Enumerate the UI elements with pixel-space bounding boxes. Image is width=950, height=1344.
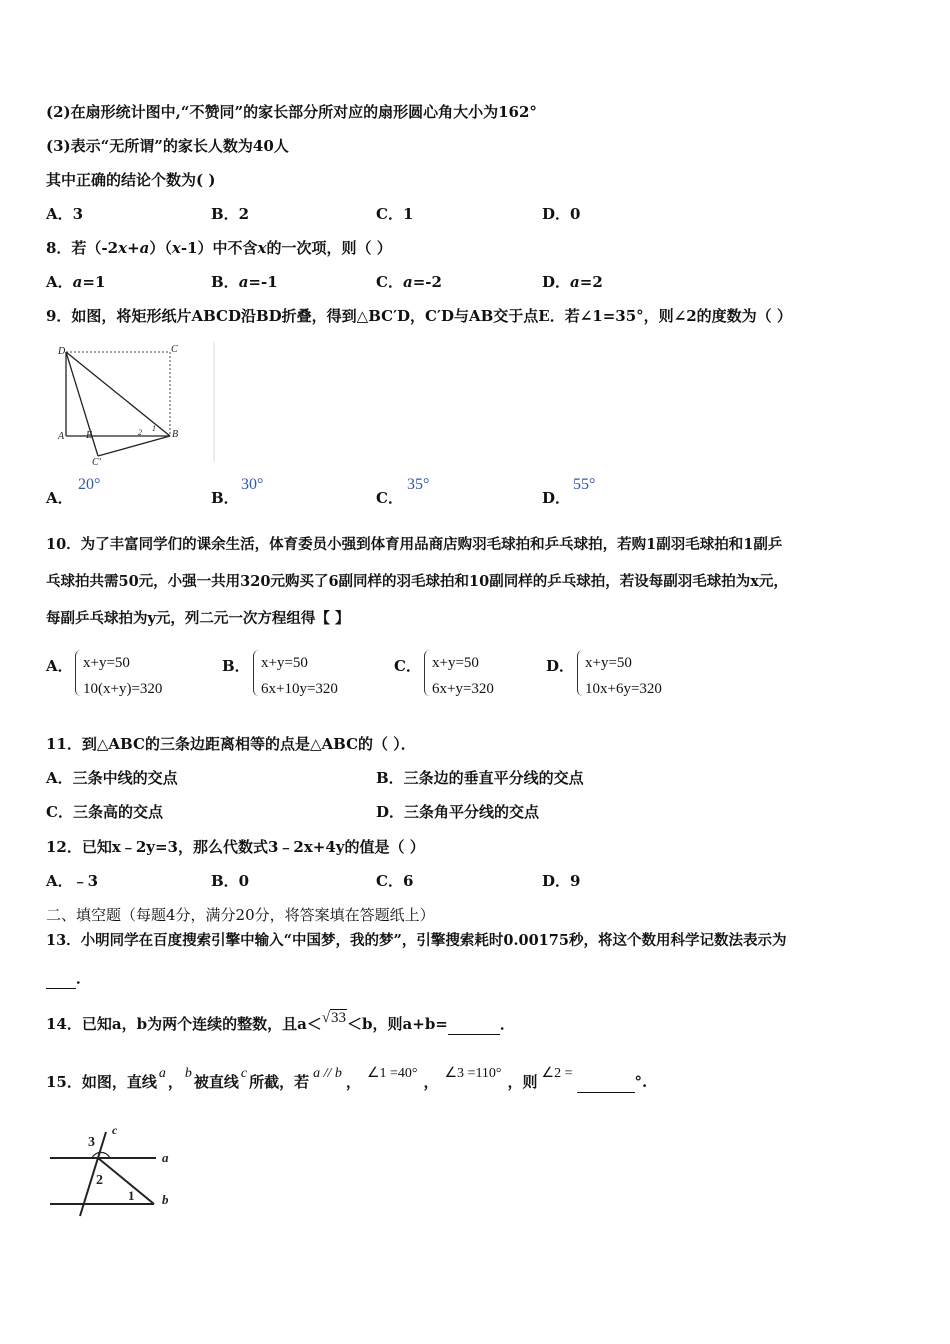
q8-option-d-label: D．: [542, 273, 571, 291]
q9-option-d-value: 55°: [573, 476, 596, 493]
question-8: [46, 238, 392, 258]
q8-var-a: a: [139, 239, 150, 257]
q10-option-a[interactable]: A．: [46, 657, 73, 675]
q15-parallel: a // b: [313, 1066, 342, 1081]
q8-paren: ）（: [149, 239, 172, 257]
q9-option-b-value: 30°: [241, 476, 264, 493]
q11-option-a[interactable]: A．三条中线的交点: [46, 769, 178, 787]
q10-option-a-eq2: 10(x+y)=320: [83, 681, 163, 697]
q8-option-b-val: =-1: [248, 273, 278, 291]
q15-end: °.: [634, 1073, 648, 1091]
q10-option-a-eq1: x+y=50: [83, 655, 130, 671]
q8-text-post: -1）中不含: [180, 239, 258, 257]
q15-label-a: a: [162, 1150, 169, 1165]
q9-option-c[interactable]: C．: [376, 489, 403, 507]
q11-option-c[interactable]: C．三条高的交点: [46, 803, 163, 821]
q8-option-a-var: a: [72, 273, 83, 291]
q8-var-x3: x: [257, 239, 267, 257]
q8-option-a[interactable]: [46, 272, 105, 292]
q15-answer-blank[interactable]: [577, 1072, 635, 1093]
q9-option-a[interactable]: A．: [46, 489, 73, 507]
q10-option-d[interactable]: D．: [546, 657, 575, 675]
q15-sep-3: ，: [423, 1073, 439, 1091]
section-2-heading: 二、填空题（每题4分，满分20分，将答案填在答题纸上）: [46, 906, 435, 924]
question-10-line-2: 乓球拍共需50元，小强一共用320元购买了6副同样的羽毛球拍和10副同样的乒乓球拍，若设每副羽毛球拍为x元，: [46, 573, 788, 590]
q8-option-c-var: a: [402, 273, 413, 291]
q15-transversal: [98, 1158, 154, 1204]
q8-option-a-label: A．: [46, 273, 73, 291]
q14-answer-blank[interactable]: [448, 1014, 500, 1035]
q9-label-c: C: [171, 344, 178, 355]
q12-option-c[interactable]: C．6: [376, 872, 414, 890]
q8-var-x1: x: [118, 239, 128, 257]
question-10-line-3: 每副乒乓球拍为y元，列二元一次方程组得【 】: [46, 610, 350, 627]
q7-option-b[interactable]: B．2: [211, 205, 250, 223]
q9-rectangle-fold-figure: [54, 338, 220, 466]
q11-option-b[interactable]: B．三条边的垂直平分线的交点: [376, 769, 584, 787]
q7-option-c[interactable]: C．1: [376, 205, 414, 223]
q10-option-b-eq1: x+y=50: [261, 655, 308, 671]
q10-option-b-eq2: 6x+10y=320: [261, 681, 338, 697]
q8-text-pre: 8．若（-2: [46, 239, 119, 257]
q10-option-c-eq1: x+y=50: [432, 655, 479, 671]
q9-label-angle1: 1: [152, 424, 156, 433]
q13-end: ．: [76, 969, 92, 987]
q9-label-b: B: [172, 429, 179, 440]
q15-sep-1: ，: [167, 1073, 183, 1091]
statement-3: (3)表示“无所谓”的家长人数为40人: [46, 137, 289, 155]
q12-option-b[interactable]: B．0: [211, 872, 250, 890]
q8-option-b-var: a: [238, 273, 249, 291]
q8-var-x2: x: [171, 239, 181, 257]
q15-label-2: 2: [96, 1173, 103, 1188]
q9-side-c-prime-b: [98, 436, 170, 456]
q15-angle-3: ∠3 =110°: [444, 1066, 502, 1081]
question-12: 12．已知x﹣2y=3，那么代数式3﹣2x+4y的值是（ ）: [46, 838, 425, 856]
q8-option-d-var: a: [570, 273, 580, 291]
question-14: [46, 1010, 515, 1035]
q10-option-d-system: [577, 650, 662, 702]
q14-radicand: 33: [331, 1010, 347, 1026]
q7-option-a[interactable]: A．3: [46, 205, 84, 223]
q15-label-3: 3: [88, 1135, 95, 1150]
q10-option-a-system: [75, 650, 162, 702]
q15-var-a: a: [158, 1066, 166, 1081]
q9-option-a-value: 20°: [78, 476, 101, 493]
q10-option-b[interactable]: B．: [222, 657, 250, 675]
q10-option-c[interactable]: C．: [394, 657, 421, 675]
q15-sep-2: ，: [345, 1073, 361, 1091]
question-13-line-2: [46, 968, 91, 989]
q8-option-c-label: C．: [376, 273, 403, 291]
q7-option-d[interactable]: D．0: [542, 205, 581, 223]
q9-label-e: E: [86, 430, 93, 441]
sqrt-symbol-icon: √: [321, 1010, 331, 1026]
question-13-line-1: 13．小明同学在百度搜索引擎中输入“中国梦，我的梦”，引擎搜索耗时0.00175秒，将这个数用科学记数法表示为: [46, 932, 787, 949]
q8-option-c[interactable]: [376, 272, 442, 292]
q9-label-angle2: 2: [138, 428, 142, 437]
q15-label-1: 1: [128, 1188, 135, 1203]
question-15: [46, 1066, 648, 1094]
q8-option-d-val: =2: [579, 273, 603, 291]
q8-option-a-val: =1: [82, 273, 106, 291]
q15-angle-2: ∠2 =: [541, 1066, 573, 1081]
q10-option-d-brace: [577, 650, 583, 696]
q9-label-a: A: [58, 431, 65, 442]
q15-text-4: ，则: [507, 1073, 538, 1091]
q10-option-d-eq2: 10x+6y=320: [585, 681, 662, 697]
q10-option-c-brace: [424, 650, 430, 696]
q8-text-end: 的一次项，则（ ）: [266, 239, 392, 257]
q15-parallel-lines-figure: [44, 1120, 184, 1220]
q11-option-d[interactable]: D．三条角平分线的交点: [376, 803, 540, 821]
q10-option-a-brace: [75, 650, 81, 696]
q15-text-3: 所截，若: [249, 1073, 310, 1091]
q9-label-d: D: [58, 346, 66, 357]
q15-text-2: 被直线: [193, 1073, 239, 1091]
q15-var-c: c: [240, 1066, 248, 1081]
q9-option-c-value: 35°: [407, 476, 430, 493]
question-9: 9．如图，将矩形纸片ABCD沿BD折叠，得到△BC′D，C′D与AB交于点E．若∠1=35°，则∠2的度数为（ ）: [46, 307, 792, 325]
statement-2: (2)在扇形统计图中,“不赞同”的家长部分所对应的扇形圆心角大小为162°: [46, 103, 537, 121]
q13-answer-blank[interactable]: [46, 968, 76, 989]
q14-text-pre: 14．已知a，b为两个连续的整数，且a＜: [46, 1015, 322, 1033]
q8-option-b-label: B．: [211, 273, 239, 291]
q9-option-b[interactable]: B．: [211, 489, 239, 507]
q8-option-c-val: =-2: [412, 273, 442, 291]
q14-end: ．: [499, 1015, 515, 1033]
q10-option-d-eq1: x+y=50: [585, 655, 632, 671]
q12-option-d[interactable]: D．9: [542, 872, 581, 890]
q10-option-b-brace: [253, 650, 259, 696]
q15-var-b: b: [184, 1066, 192, 1081]
q12-option-a[interactable]: A．﹣3: [46, 872, 99, 890]
q10-option-c-system: [424, 650, 494, 702]
q8-option-b[interactable]: [211, 272, 278, 292]
q10-option-b-system: [253, 650, 338, 702]
q8-option-d[interactable]: [542, 272, 603, 292]
q10-option-c-eq2: 6x+y=320: [432, 681, 494, 697]
q15-label-b: b: [162, 1192, 169, 1207]
question-7-prompt: 其中正确的结论个数为( ): [46, 171, 216, 189]
q14-text-post: ＜b，则a+b=: [347, 1015, 448, 1033]
question-11: 11．到△ABC的三条边距离相等的点是△ABC的（ ）．: [46, 735, 416, 753]
q15-text-1: 15．如图，直线: [46, 1073, 157, 1091]
q8-plus: +: [127, 239, 140, 257]
q9-label-c-prime: C': [92, 457, 101, 466]
q15-angle-1: ∠1 =40°: [366, 1066, 418, 1081]
question-10-line-1: 10．为了丰富同学们的课余生活，体育委员小强到体育用品商店购羽毛球拍和乒乓球拍，若购1副羽毛球拍和1副乒: [46, 536, 783, 553]
q15-label-c: c: [112, 1123, 118, 1137]
q9-side-dc-prime: [66, 352, 98, 456]
q9-option-d[interactable]: D．: [542, 489, 571, 507]
